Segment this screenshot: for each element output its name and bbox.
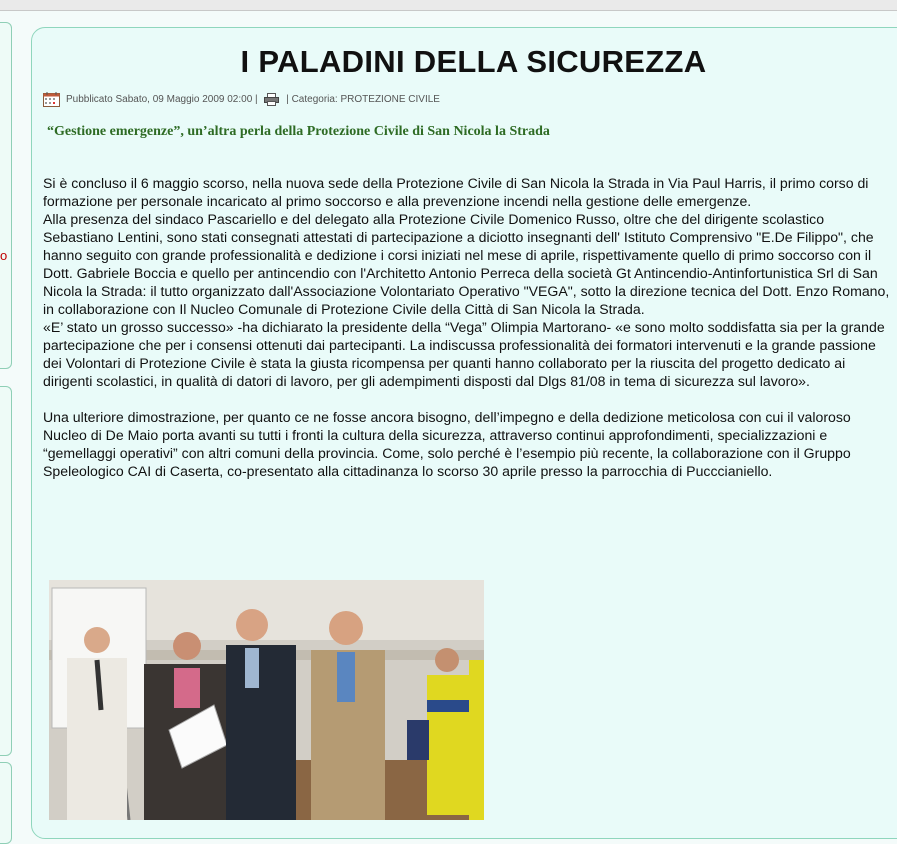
left-sidebar-panel <box>0 386 12 756</box>
article-body <box>43 174 895 480</box>
article-meta <box>43 90 440 108</box>
calendar-icon <box>43 92 60 107</box>
article-category: | Categoria: PROTEZIONE CIVILE <box>283 93 440 105</box>
article-title: I PALADINI DELLA SICUREZZA <box>240 44 707 79</box>
article-paragraph: «E’ stato un grosso successo» -ha dichiarato la presidente della “Vega” Olimpia Martorano- «e sono molto soddisfatta sia per la grande partecipazione che per i consensi ottenuti dai partecipanti. La indiscussa professionalità dei formatori intervenuti e la grande passione dei Volontari di Protezione Civile è stata la giusta ricompensa per quanti hanno collaborato per la riuscita del progetto dedicato ai dirigenti scolastici, in qualità di datori di lavoro, per gli adempimenti disposti dal Dlgs 81/08 in tema di sicurezza sul lavoro». <box>43 319 885 389</box>
left-sidebar-panel <box>0 22 12 369</box>
published-date: Pubblicato Sabato, 09 Maggio 2009 02:00 <box>66 93 253 105</box>
article-paragraph: Una ulteriore dimostrazione, per quanto ce ne fosse ancora bisogno, dell’impegno e della dedizione meticolosa con cui il valoroso Nucleo di De Maio porta avanti su tutti i fronti la cultura della sicurezza, attraverso continui approfondimenti, specializzazioni e “gemellaggi operativi” con altri comuni della provincia. Come, solo perché è l’esempio più recente, la collaborazione con il Gruppo Speleologico CAI di Caserta, co-presentato alla cittadinanza lo scorso 30 aprile presso la parrocchia di Pucccianiello. <box>43 409 851 479</box>
meta-separator: | <box>252 93 261 105</box>
article-paragraph: Si è concluso il 6 maggio scorso, nella nuova sede della Protezione Civile di San Nicola la Strada in Via Paul Harris, il primo corso di formazione per personale incaricato al primo soccorso e alla prevenzione incendi nella gestione delle emergenze. <box>43 175 869 209</box>
left-sidebar-panel <box>0 762 12 844</box>
printer-icon[interactable] <box>264 93 279 106</box>
article-subtitle: “Gestione emergenze”, un’altra perla della Protezione Civile di San Nicola la Strada <box>47 124 550 139</box>
left-sidebar-snippet[interactable]: o <box>0 248 8 263</box>
article-paragraph: Alla presenza del sindaco Pascariello e del delegato alla Protezione Civile Domenico Russo, oltre che del dirigente scolastico Sebastiano Lentini, sono stati consegnati attestati di partecipazione a diciotto insegnanti dell' Istituto Comprensivo "E.De Filippo", che hanno seguito con grande professionalità e dedizione i corsi iniziati nel mese di aprile, rispettivamente quello di primo soccorso con il Dott. Gabriele Boccia e quello per antincendio con l'Architetto Antonio Perreca della società Gt Antincendio-Antinfortunistica Srl di San Nicola la Strada: il tutto organizzato dall'Associazione Volontariato Operativo "VEGA", sotto la direzione tecnica del Dott. Enzo Romano, in collaborazione con Il Nucleo Comunale di Protezione Civile della Città di San Nicola la Strada. <box>43 211 890 317</box>
left-sidebar <box>0 10 20 817</box>
browser-top-strip <box>0 0 897 11</box>
article-photo <box>49 580 484 820</box>
